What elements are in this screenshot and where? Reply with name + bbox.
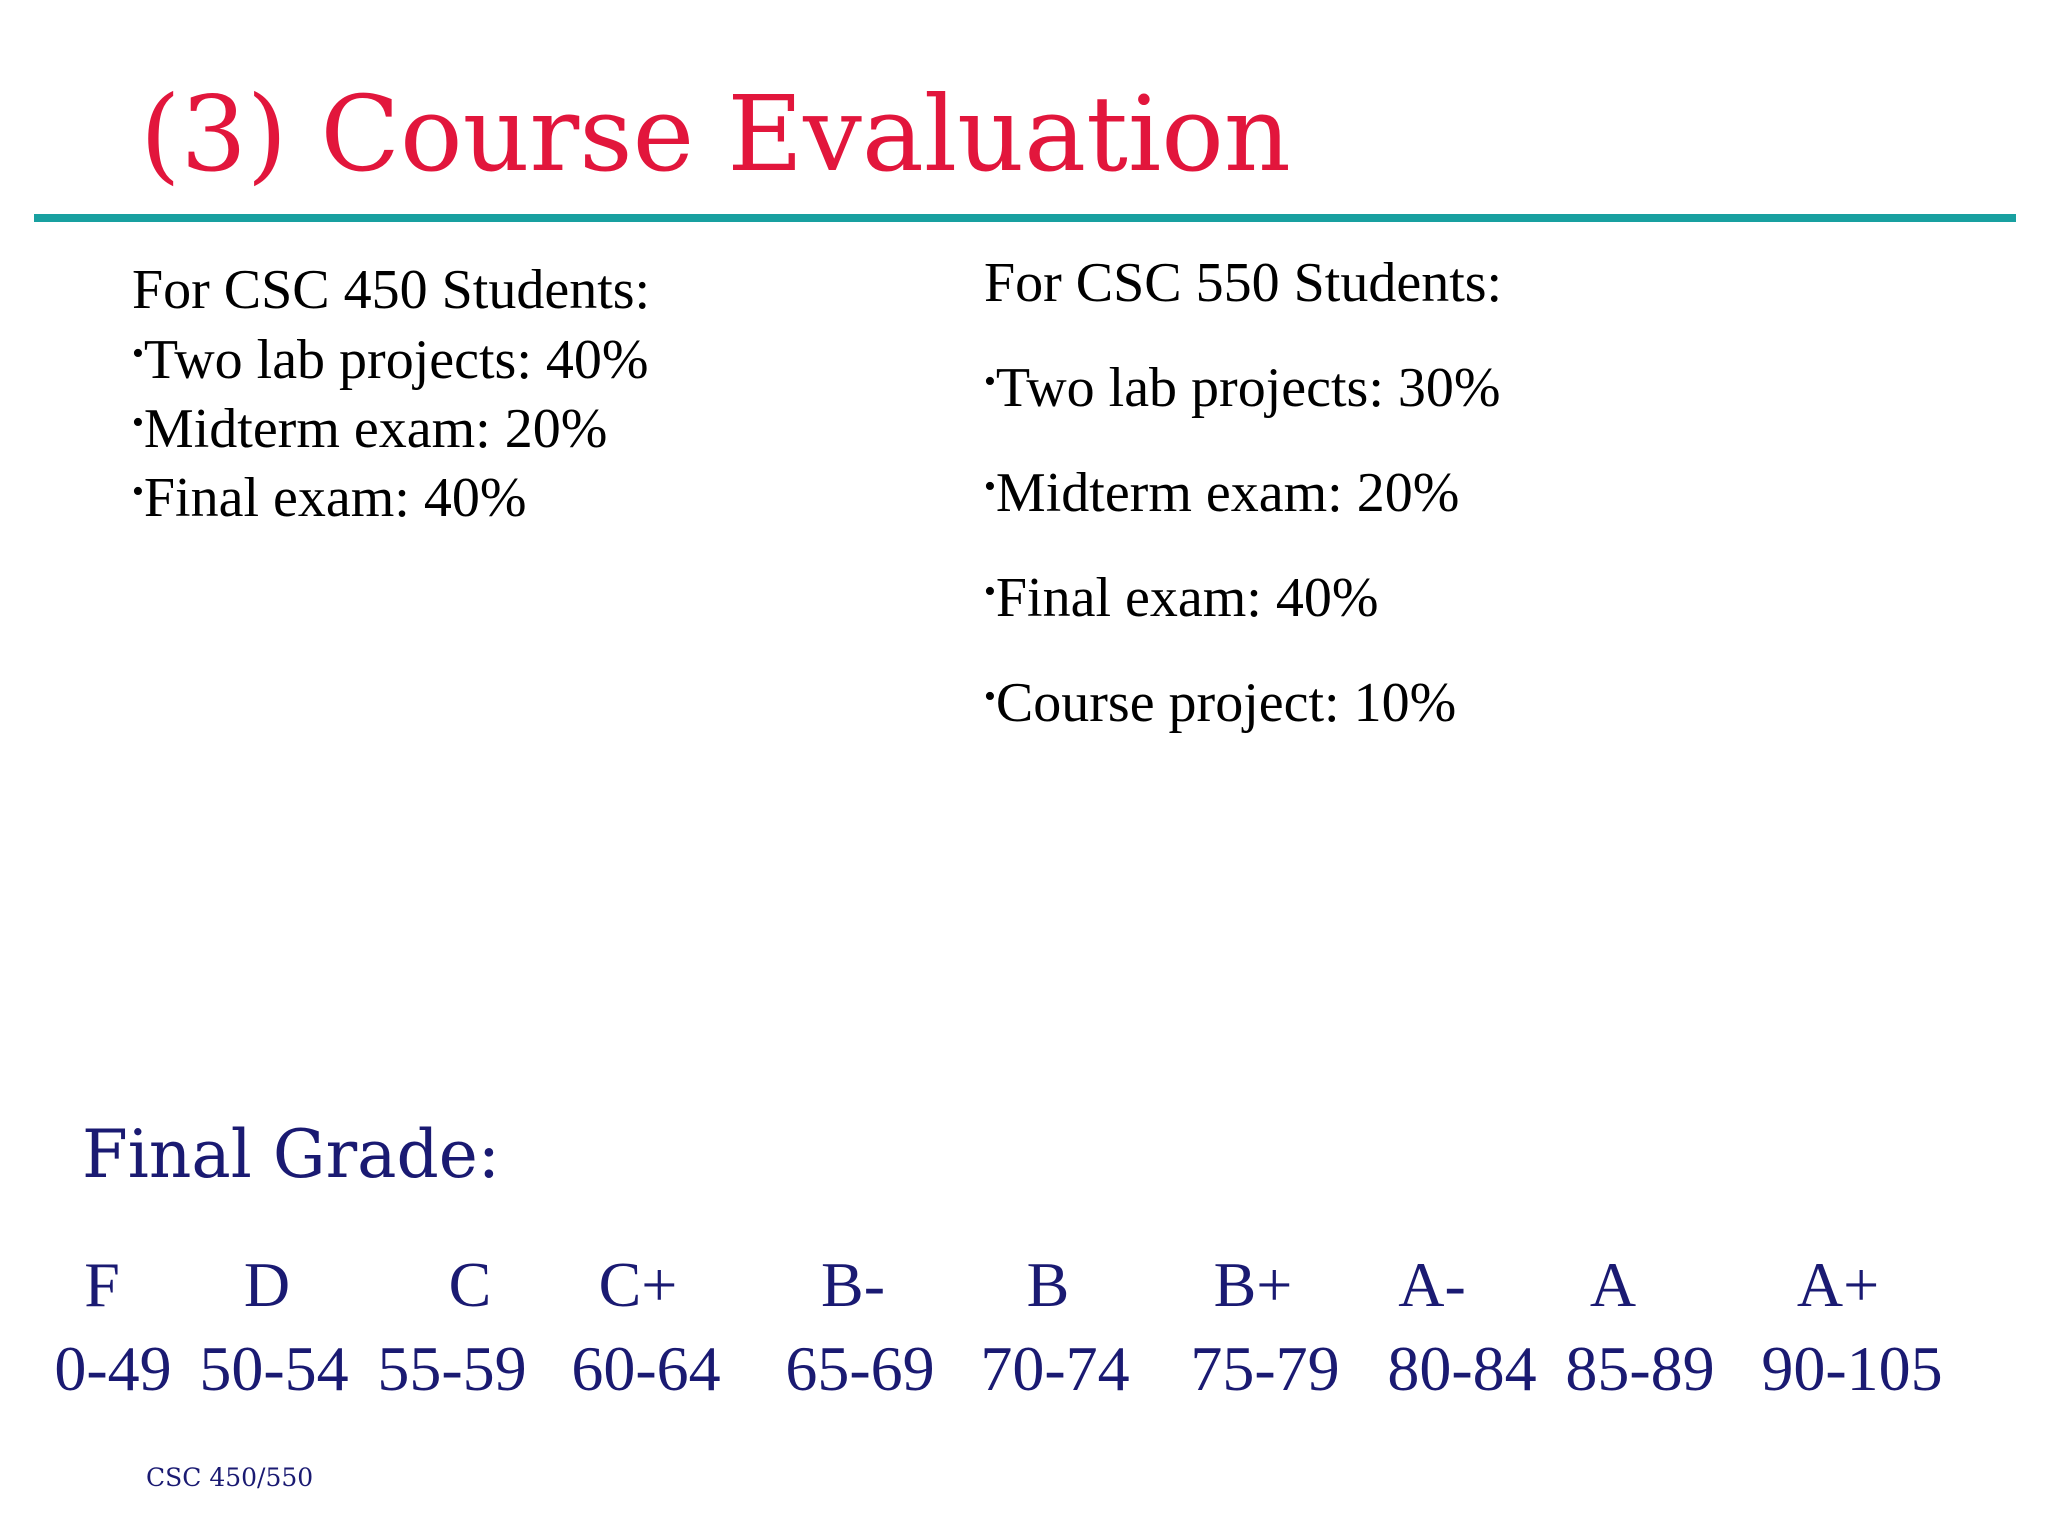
csc450-heading: For CSC 450 Students: xyxy=(132,259,651,321)
grade-range: 85-89 xyxy=(1565,1333,1715,1404)
csc450-item-text: Final exam: 40% xyxy=(143,467,527,529)
csc550-item xyxy=(984,672,1457,734)
csc450-item xyxy=(132,329,649,391)
slide-title: (3) Course Evaluation xyxy=(140,73,1291,195)
csc550-item-text: Midterm exam: 20% xyxy=(995,462,1460,524)
grade-range: 75-79 xyxy=(1190,1333,1340,1404)
bullet-icon: • xyxy=(984,468,996,505)
grade-letter: A xyxy=(1589,1249,1637,1320)
bullet-icon: • xyxy=(132,335,144,372)
grade-letter: C+ xyxy=(598,1249,678,1320)
csc550-item xyxy=(984,462,1460,524)
grade-range: 60-64 xyxy=(571,1333,721,1404)
bullet-icon: • xyxy=(132,473,144,510)
grade-range: 90-105 xyxy=(1761,1333,1943,1404)
grade-letter: B+ xyxy=(1213,1249,1293,1320)
csc550-item-text: Two lab projects: 30% xyxy=(995,357,1501,419)
bullet-icon: • xyxy=(984,363,996,400)
csc550-heading: For CSC 550 Students: xyxy=(984,252,1503,314)
grade-range: 55-59 xyxy=(377,1333,527,1404)
csc550-item-text: Final exam: 40% xyxy=(995,567,1379,629)
grade-range: 80-84 xyxy=(1387,1333,1537,1404)
csc550-item-text: Course project: 10% xyxy=(995,672,1457,734)
csc450-item-text: Two lab projects: 40% xyxy=(143,329,649,391)
grade-range: 65-69 xyxy=(785,1333,935,1404)
grade-range: 50-54 xyxy=(199,1333,349,1404)
final-grade-heading: Final Grade: xyxy=(82,1116,501,1193)
grade-letter: D xyxy=(243,1249,291,1320)
csc450-item-text: Midterm exam: 20% xyxy=(143,398,608,460)
grade-range: 0-49 xyxy=(54,1333,172,1404)
grade-range: 70-74 xyxy=(980,1333,1130,1404)
csc550-item xyxy=(984,357,1501,419)
grade-letter: B xyxy=(1026,1249,1070,1320)
bullet-icon: • xyxy=(132,404,144,441)
bullet-icon: • xyxy=(984,678,996,715)
grade-letter: A+ xyxy=(1796,1249,1880,1320)
slide-footer: CSC 450/550 xyxy=(146,1463,314,1492)
csc550-item xyxy=(984,567,1379,629)
grade-letter: A- xyxy=(1398,1249,1466,1320)
grade-letter: B- xyxy=(821,1249,885,1320)
grade-letter: C xyxy=(448,1249,492,1320)
grade-letter: F xyxy=(84,1249,120,1320)
title-divider xyxy=(34,214,2016,222)
csc450-item xyxy=(132,467,527,529)
csc450-item xyxy=(132,398,608,460)
bullet-icon: • xyxy=(984,573,996,610)
